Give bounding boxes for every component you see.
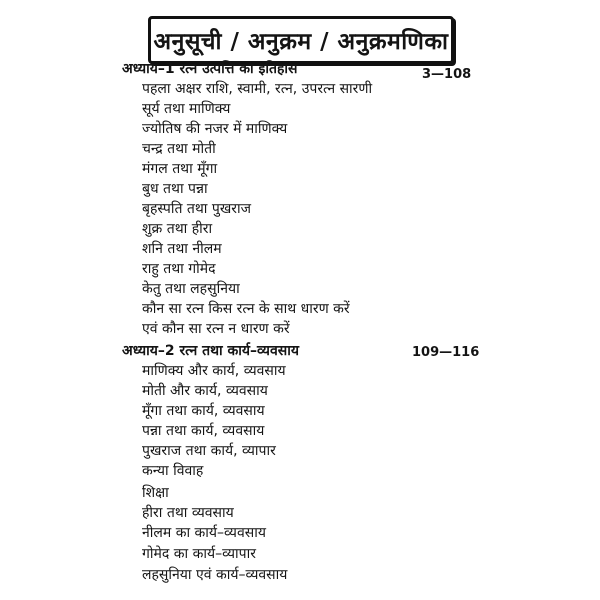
list-item: बृहस्पति तथा पुखराज xyxy=(142,201,252,217)
list-item: एवं कौन सा रत्न न धारण करें xyxy=(142,321,290,337)
list-item: पन्ना तथा कार्य, व्यवसाय xyxy=(142,423,265,439)
list-item: कौन सा रत्न किस रत्न के साथ धारण करें xyxy=(142,301,350,317)
list-item: नीलम का कार्य–व्यवसाय xyxy=(142,525,266,541)
list-item: लहसुनिया एवं कार्य–व्यवसाय xyxy=(142,567,288,583)
list-item: पुखराज तथा कार्य, व्यापार xyxy=(142,443,276,459)
list-item: कन्या विवाह xyxy=(142,463,204,479)
list-item: हीरा तथा व्यवसाय xyxy=(142,505,234,521)
list-item: मंगल तथा मूँगा xyxy=(142,161,218,177)
list-item: शुक्र तथा हीरा xyxy=(142,221,213,237)
list-item: मूँगा तथा कार्य, व्यवसाय xyxy=(142,403,265,419)
list-item: पहला अक्षर राशि, स्वामी, रत्न, उपरत्न सारणी xyxy=(142,81,373,97)
list-item: सूर्य तथा माणिक्य xyxy=(142,101,231,117)
list-item: बुध तथा पन्ना xyxy=(142,181,208,197)
list-item: गोमेद का कार्य–व्यापार xyxy=(142,546,256,562)
page-title: अनुसूची / अनुक्रम / अनुक्रमणिका xyxy=(153,29,449,55)
list-item: ज्योतिष की नजर में माणिक्य xyxy=(142,121,288,137)
list-item: माणिक्य और कार्य, व्यवसाय xyxy=(142,363,286,379)
chapter-1-heading: अध्याय–1 रत्न उत्पत्ति का इतिहास xyxy=(122,61,298,77)
list-item: राहु तथा गोमेद xyxy=(142,261,216,277)
list-item: मोती और कार्य, व्यवसाय xyxy=(142,383,268,399)
title-box xyxy=(148,16,454,64)
chapter-2-heading: अध्याय–2 रत्न तथा कार्य–व्यवसाय xyxy=(122,343,299,359)
chapter-2-pages: 109—116 xyxy=(412,345,480,360)
list-item: शनि तथा नीलम xyxy=(142,241,222,257)
list-item: चन्द्र तथा मोती xyxy=(142,141,216,157)
list-item: शिक्षा xyxy=(142,485,169,501)
chapter-1-pages: 3—108 xyxy=(422,67,472,82)
list-item: केतु तथा लहसुनिया xyxy=(142,281,240,297)
